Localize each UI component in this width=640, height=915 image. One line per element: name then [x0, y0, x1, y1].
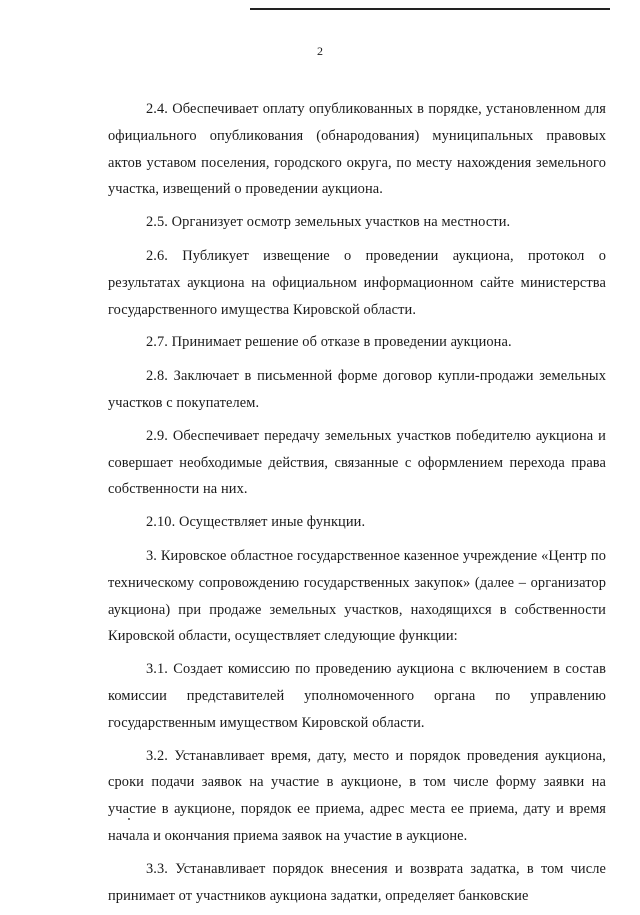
- paragraph-2-10: 2.10. Осуществляет иные функции.: [146, 514, 366, 531]
- paragraph-2-6: 2.6. Публикует извещение о проведении аукциона, протокол о результатах аукциона на официальном информационном сайте министерства государственного имущества Кировской области.: [108, 247, 606, 318]
- paragraph-3-3: 3.3. Устанавливает порядок внесения и возврата задатка, в том числе принимает от участников аукциона задатки, определяет банковские: [108, 860, 606, 904]
- paragraph-2-8: 2.8. Заключает в письменной форме договор купли-продажи земельных участков с покупателем.: [108, 368, 606, 411]
- paragraph-2-7: 2.7. Принимает решение об отказе в проведении аукциона.: [146, 334, 512, 351]
- top-rule: [250, 8, 610, 10]
- paragraph-3-1: 3.1. Создает комиссию по проведению аукциона с включением в состав комиссии представителей уполномоченного органа по управлению государственным имуществом Кировской области.: [108, 661, 606, 731]
- paragraph-2-5: 2.5. Организует осмотр земельных участков на местности.: [146, 214, 511, 231]
- scan-speck: [128, 818, 130, 820]
- paragraph-2-4: 2.4. Обеспечивает оплату опубликованных в порядке, установленном для официального опубликования (обнародования) муниципальных правовых актов уставом поселения, городского округа, по месту нахождения земельного участка, извещений о проведении аукциона.: [108, 101, 606, 198]
- paragraph-2-9: 2.9. Обеспечивает передачу земельных участков победителю аукциона и совершает необходимые действия, связанные с оформлением перехода права собственности на них.: [108, 427, 606, 498]
- paragraph-3-2: 3.2. Устанавливает время, дату, место и порядок проведения аукциона, сроки подачи заявок на участие в аукционе, в том числе форму заявки на участие в аукционе, порядок ее приема, адрес места ее приема, дату и время начала и окончания приема заявок на участие в аукционе.: [108, 747, 606, 844]
- page-number: 2: [317, 44, 323, 58]
- paragraph-3: 3. Кировское областное государственное казенное учреждение «Центр по техническому сопровождению государственных закупок» (далее – организатор аукциона) при продаже земельных участков, находящихся в собственности Кировской области, осуществляет следующие функции:: [108, 547, 606, 645]
- document-body: [108, 96, 606, 915]
